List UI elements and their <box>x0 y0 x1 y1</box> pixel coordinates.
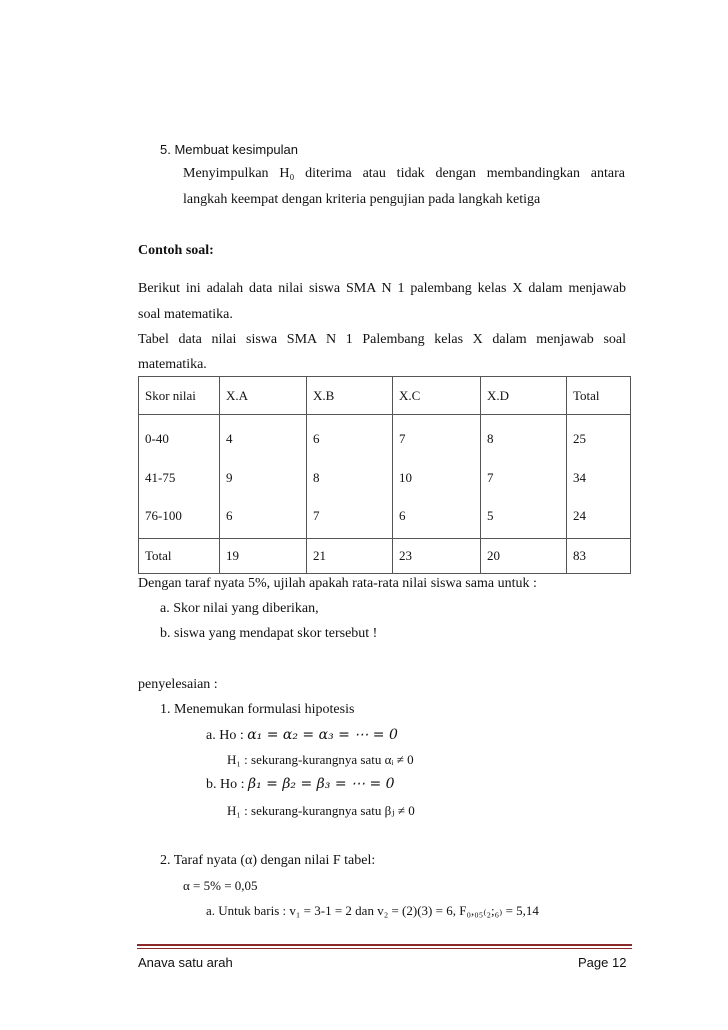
solution-title: penyelesaian : <box>138 677 218 692</box>
table-body-row <box>139 415 631 539</box>
table-cell: 25 <box>573 431 586 446</box>
table-cell-column <box>220 415 307 539</box>
question-item-b: b. siswa yang mendapat skor tersebut ! <box>160 626 378 641</box>
table-cell: 76-100 <box>145 508 182 523</box>
footer-divider <box>137 944 632 946</box>
footer-divider-thin <box>137 948 632 949</box>
table-cell: 6 <box>399 508 406 523</box>
table-cell: 0-40 <box>145 431 169 446</box>
table-cell-column <box>567 415 631 539</box>
table-cell: 34 <box>573 469 586 485</box>
hypothesis-a-equation: α₁ = α₂ = α₃ = ⋯ = 0 <box>247 727 398 743</box>
example-para2-line2: matematika. <box>138 357 207 372</box>
table-total-row <box>139 539 631 574</box>
table-header-cell: Skor nilai <box>139 377 220 415</box>
question-intro: Dengan taraf nyata 5%, ujilah apakah rata-rata nilai siswa sama untuk : <box>138 576 537 591</box>
table-header-cell: X.B <box>307 377 393 415</box>
hypothesis-b-equation: β₁ = β₂ = β₃ = ⋯ = 0 <box>248 776 395 792</box>
table-cell-column <box>307 415 393 539</box>
hypothesis-b <box>206 776 395 793</box>
table-cell: 6 <box>226 508 233 523</box>
hypothesis-b-label: b. Ho : <box>206 777 248 792</box>
table-cell-column <box>481 415 567 539</box>
hypothesis-b-h1: H₁ : sekurang-kurangnya satu βⱼ ≠ 0 <box>227 803 415 818</box>
table-header-cell: X.A <box>220 377 307 415</box>
table-cell: 4 <box>226 431 233 446</box>
table-cell: 7 <box>487 469 494 485</box>
footer-title: Anava satu arah <box>138 955 233 970</box>
alpha-value: α = 5% = 0,05 <box>183 878 258 893</box>
question-item-a: a. Skor nilai yang diberikan, <box>160 601 319 616</box>
table-cell: 10 <box>399 469 412 485</box>
table-total-cell: 20 <box>481 539 567 574</box>
table-total-cell: 83 <box>567 539 631 574</box>
table-total-cell: 19 <box>220 539 307 574</box>
example-title: Contoh soal: <box>138 243 214 258</box>
example-para2-line1: Tabel data nilai siswa SMA N 1 Palembang kelas X dalam menjawab soal <box>138 332 626 347</box>
solution-step1: 1. Menemukan formulasi hipotesis <box>160 702 355 717</box>
step5-heading: 5. Membuat kesimpulan <box>160 142 299 157</box>
hypothesis-a-label: a. Ho : <box>206 728 248 743</box>
hypothesis-a-h1: H₁ : sekurang-kurangnya satu αᵢ ≠ 0 <box>227 752 414 767</box>
table-cell: 5 <box>487 508 494 523</box>
table-cell-column <box>393 415 481 539</box>
example-para1-line2: soal matematika. <box>138 307 233 322</box>
rows-f-table-item: a. Untuk baris : v₁ = 3-1 = 2 dan v₂ = (2)(3) = 6, F₀,₀₅₍₂;₆₎ = 5,14 <box>206 903 539 918</box>
step5-text-line1: Menyimpulkan H₀ diterima atau tidak dengan membandingkan antara <box>183 166 625 181</box>
table-total-cell: 21 <box>307 539 393 574</box>
solution-step2: 2. Taraf nyata (α) dengan nilai F tabel: <box>160 853 376 868</box>
step5-text-line2: langkah keempat dengan kriteria pengujian pada langkah ketiga <box>183 192 541 207</box>
table-total-cell: 23 <box>393 539 481 574</box>
table-cell: 7 <box>313 508 320 523</box>
table-total-cell: Total <box>139 539 220 574</box>
table-cell-score-column <box>139 415 220 539</box>
table-cell: 6 <box>313 431 320 446</box>
table-cell: 8 <box>313 469 320 485</box>
table-cell: 8 <box>487 431 494 446</box>
score-table <box>138 376 631 574</box>
page-number: Page 12 <box>578 955 627 970</box>
hypothesis-a <box>206 727 398 744</box>
table-cell: 7 <box>399 431 406 446</box>
table-header-row <box>139 377 631 415</box>
table-header-cell: Total <box>567 377 631 415</box>
table-header-cell: X.D <box>481 377 567 415</box>
table-header-cell: X.C <box>393 377 481 415</box>
example-para1-line1: Berikut ini adalah data nilai siswa SMA N 1 palembang kelas X dalam menjawab <box>138 281 626 296</box>
table-cell: 9 <box>226 469 233 485</box>
table-cell: 41-75 <box>145 469 176 485</box>
table-cell: 24 <box>573 508 586 523</box>
